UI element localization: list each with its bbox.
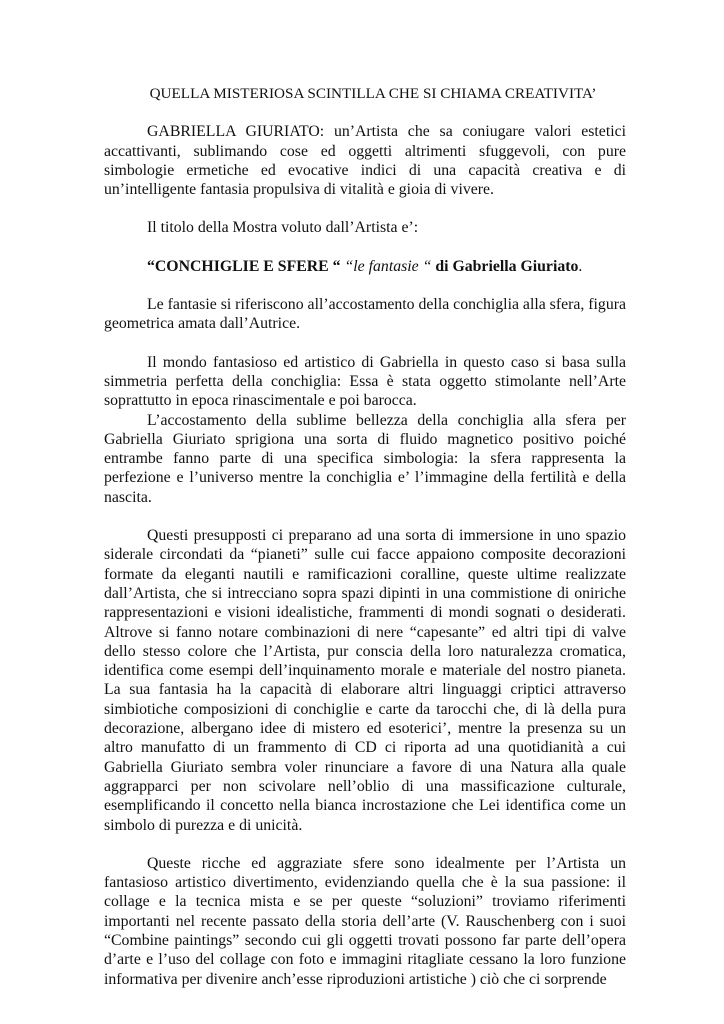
exhibit-title-part1: “CONCHIGLIE E SFERE “ xyxy=(147,257,345,275)
paragraph-fantasie: Le fantasie si riferiscono all’accostamento della conchiglia alla sfera, figura geometrica amata dall’Autrice. xyxy=(104,296,626,333)
document-title: QUELLA MISTERIOSA SCINTILLA CHE SI CHIAMA CREATIVITA’ xyxy=(149,85,597,102)
exhibit-title-italic: “le fantasie “ xyxy=(344,257,432,275)
paragraph-sfere: Queste ricche ed aggraziate sfere sono idealmente per l’Artista un fantasioso artistico divertimento, evidenziando quella che è la sua passione: il collage e la tecnica mista e se per queste “soluzioni” troviamo riferimenti importanti nel recente passato della storia dell’arte (V. Rauschenberg con i suoi “Combine paintings” secondo cui gli oggetti trovati possono far parte dell’opera d’arte e l’uso del collage con foto e immagini ritagliate cessano la loro funzione informativa per divenire anch’esse riproduzioni artistiche ) ciò che ci sorprende xyxy=(104,854,626,988)
paragraph-intro: GABRIELLA GIURIATO: un’Artista che sa coniugare valori estetici accattivanti, sublimando cose ed oggetti altrimenti sfuggevoli, con pure simbologie ermetiche ed evocative indici di una capacità creativa e di un’intelligente fantasia propulsiva di vitalità e gioia di vivere. xyxy=(104,123,626,199)
paragraph-mondo: Il mondo fantasioso ed artistico di Gabriella in questo caso si basa sulla simmetria perfetta della conchiglia: Essa è stata oggetto stimolante nell’Arte soprattutto in epoca rinascimentale e poi barocca. xyxy=(104,353,626,410)
exhibit-title-part3: di Gabriella Giuriato xyxy=(431,257,579,275)
exhibit-title xyxy=(104,257,626,276)
paragraph-exhibit-intro: Il titolo della Mostra voluto dall’Artista e’: xyxy=(147,219,419,237)
paragraph-accostamento: L’accostamento della sublime bellezza della conchiglia alla sfera per Gabriella Giuriato sprigiona una sorta di fluido magnetico positivo poiché entrambe fanno parte di una specifica simbologia: la sfera rappresenta la perfezione e l’universo mentre la conchiglia e’ l’immagine della fertilità e della nascita. xyxy=(104,411,626,506)
exhibit-title-end: . xyxy=(578,257,583,275)
paragraph-presupposti: Questi presupposti ci preparano ad una sorta di immersione in uno spazio siderale circondati da “pianeti” sulle cui facce appaiono composite decorazioni formate da eleganti nautili e ramificazioni coralline, queste ultime realizzate dall’Artista, che si intrecciano sopra spazi dipinti in una commistione di oniriche rappresentazioni e visioni idealistiche, frammenti di mondi sognati o desiderati. Altrove si fanno notare combinazioni di nere “capesante” ed altri tipi di valve dello stesso colore che l’Artista, pur conscia della loro naturalezza cromatica, identifica come esempi dell’inquinamento morale e materiale del nostro pianeta. La sua fantasia ha la capacità di elaborare altri linguaggi criptici attraverso simbiotiche composizioni di conchiglie e carte da tarocchi che, di là della pura decorazione, albergano idee di mistero ed esoterici’, mentre la presenza su un altro manufatto di un frammento di CD ci riporta ad una quotidianità a cui Gabriella Giuriato sembra voler rinunciare a favore di una Natura alla quale aggrapparci per non scivolare nell’oblio di una massificazione culturale, esemplificando il concetto nella bianca incrostazione che Lei identifica come un simbolo di purezza e di unicità. xyxy=(104,527,626,834)
document-page xyxy=(104,84,626,989)
